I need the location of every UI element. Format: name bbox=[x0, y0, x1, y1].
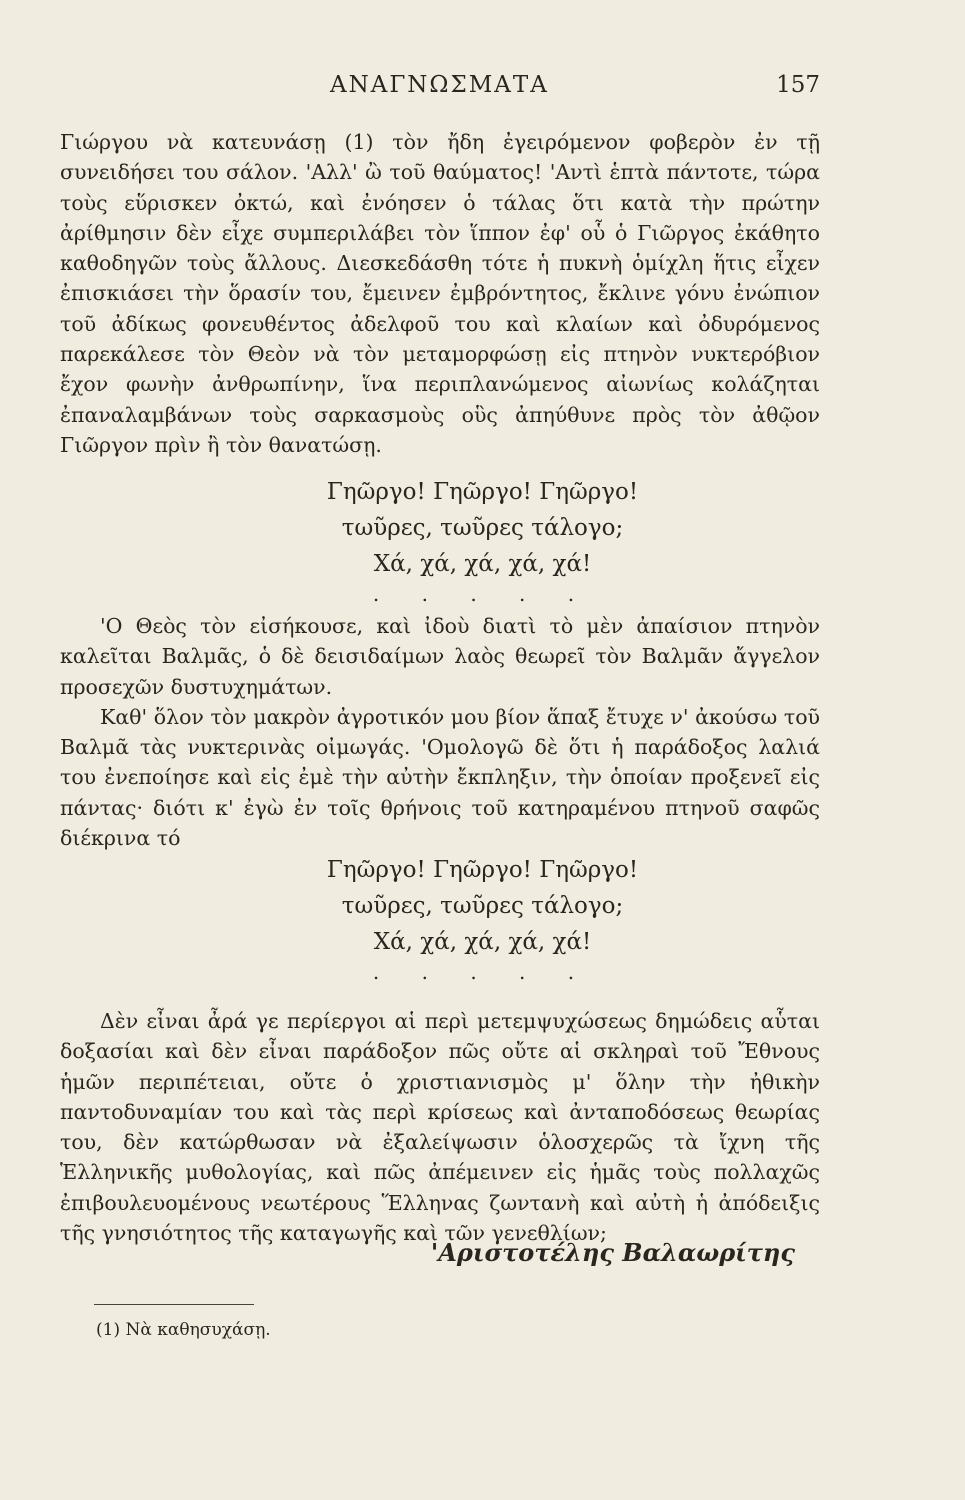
song-line: τωῦρες, τωῦρες τάλογο; bbox=[341, 893, 624, 919]
song-line: Χά, χά, χά, χά, χά! bbox=[373, 551, 592, 577]
page-header bbox=[60, 72, 820, 106]
song-line: τωῦρες, τωῦρες τάλογο; bbox=[341, 515, 624, 541]
author-signature: 'Αριστοτέλης Βαλαωρίτης bbox=[430, 1238, 795, 1267]
bird-song-1 bbox=[0, 474, 965, 582]
paragraph-2a: 'Ο Θεὸς τὸν εἰσήκουσε, καὶ ἰδοὺ διατὶ τὸ μὲν ἀπαίσιον πτηνὸν καλεῖται Βαλμᾶς, ὁ δὲ δεισιδαίμων λαὸς θεωρεῖ τὸν Βαλμᾶν ἄγγελον προσεχῶν δυστυχημάτων. bbox=[60, 614, 820, 699]
ellipsis-divider: . . . . . bbox=[372, 582, 593, 606]
paragraph-1: Γιώργου νὰ κατευνάσῃ (1) τὸν ἤδη ἐγειρόμενον φοβερὸν ἐν τῇ συνειδήσει του σάλον. 'Αλλ' ὢ τοῦ θαύματος! 'Αντὶ ἑπτὰ πάντοτε, τώρα τοὺς εὕρισκεν ὀκτώ, καὶ ἐνόησεν ὁ τάλας ὅτι κατὰ τὴν πρώτην ἀρίθμησιν δὲν εἶχε συμπεριλάβει τὸν ἵππον ἐφ' οὗ ὁ Γιῶργος ἐκάθητο καθοδηγῶν τοὺς ἄλλους. Διεσκεδάσθη τότε ἡ πυκνὴ ὁμίχλη ἥτις εἶχεν ἐπισκιάσει τὴν ὅρασίν του, ἔμεινεν ἐμβρόντητος, ἔκλινε γόνυ ἐνώπιον τοῦ ἀδίκως φονευθέντος ἀδελφοῦ του καὶ κλαίων καὶ ὀδυρόμενος παρεκάλεσε τὸν Θεὸν νὰ τὸν μεταμορφώσῃ εἰς πτηνὸν νυκτερόβιον ἔχον φωνὴν ἀνθρωπίνην, ἵνα περιπλανώμενος αἰωνίως κολάζηται ἐπαναλαμβάνων τοὺς σαρκασμοὺς οὓς ἀπηύθυνε πρὸς τὸν ἀθῷον Γιῶργον πρὶν ἢ τὸν θανατώσῃ. bbox=[60, 130, 820, 457]
running-title: ΑΝΑΓΝΩΣΜΑΤΑ bbox=[330, 72, 549, 98]
song-line: Χά, χά, χά, χά, χά! bbox=[373, 929, 592, 955]
page-number: 157 bbox=[776, 72, 820, 98]
footnote: (1) Νὰ καθησυχάσῃ. bbox=[96, 1320, 271, 1340]
footnote-rule bbox=[94, 1304, 254, 1305]
song-line: Γηῶργο! Γηῶργο! Γηῶργο! bbox=[326, 857, 639, 883]
paragraph-3: Δὲν εἶναι ἆρά γε περίεργοι αἱ περὶ μετεμψυχώσεως δημώδεις αὗται δοξασίαι καὶ δὲν εἶναι παράδοξον πῶς οὔτε αἱ σκληραὶ τοῦ Ἔθνους ἡμῶν περιπέτειαι, οὔτε ὁ χριστιανισμὸς μ' ὅλην τὴν ἠθικὴν παντοδυναμίαν του καὶ τὰς περὶ κρίσεως καὶ ἀνταποδόσεως θεωρίας του, δὲν κατώρθωσαν νὰ ἐξαλείψωσιν ὁλοσχερῶς τὰ ἴχνη τῆς Ἑλληνικῆς μυθολογίας, καὶ πῶς ἀπέμεινεν εἰς ἡμᾶς τοὺς πολλαχῶς ἐπιβουλευομένους νεωτέρους Ἕλληνας ζωντανὴ καὶ αὐτὴ ἡ ἀπόδειξις τῆς γνησιότητος τῆς καταγωγῆς καὶ τῶν γενεθλίων; bbox=[60, 1009, 820, 1246]
paragraph-2b: Καθ' ὅλον τὸν μακρὸν ἀγροτικόν μου βίον ἅπαξ ἔτυχε ν' ἀκούσω τοῦ Βαλμᾶ τὰς νυκτερινὰς οἰμωγάς. 'Ομολογῶ δὲ ὅτι ἡ παράδοξος λαλιά του ἐνεποίησε καὶ εἰς ἐμὲ τὴν αὐτὴν ἔκπληξιν, τὴν ὁποίαν προξενεῖ εἰς πάντας· διότι κ' ἐγὼ ἐν τοῖς θρήνοις τοῦ κατηραμένου πτηνοῦ σαφῶς διέκρινα τό bbox=[60, 704, 820, 851]
bird-song-2 bbox=[0, 852, 965, 960]
ellipsis-divider: . . . . . bbox=[372, 960, 593, 984]
song-line: Γηῶργο! Γηῶργο! Γηῶργο! bbox=[326, 479, 639, 505]
paragraph-2 bbox=[60, 611, 820, 853]
